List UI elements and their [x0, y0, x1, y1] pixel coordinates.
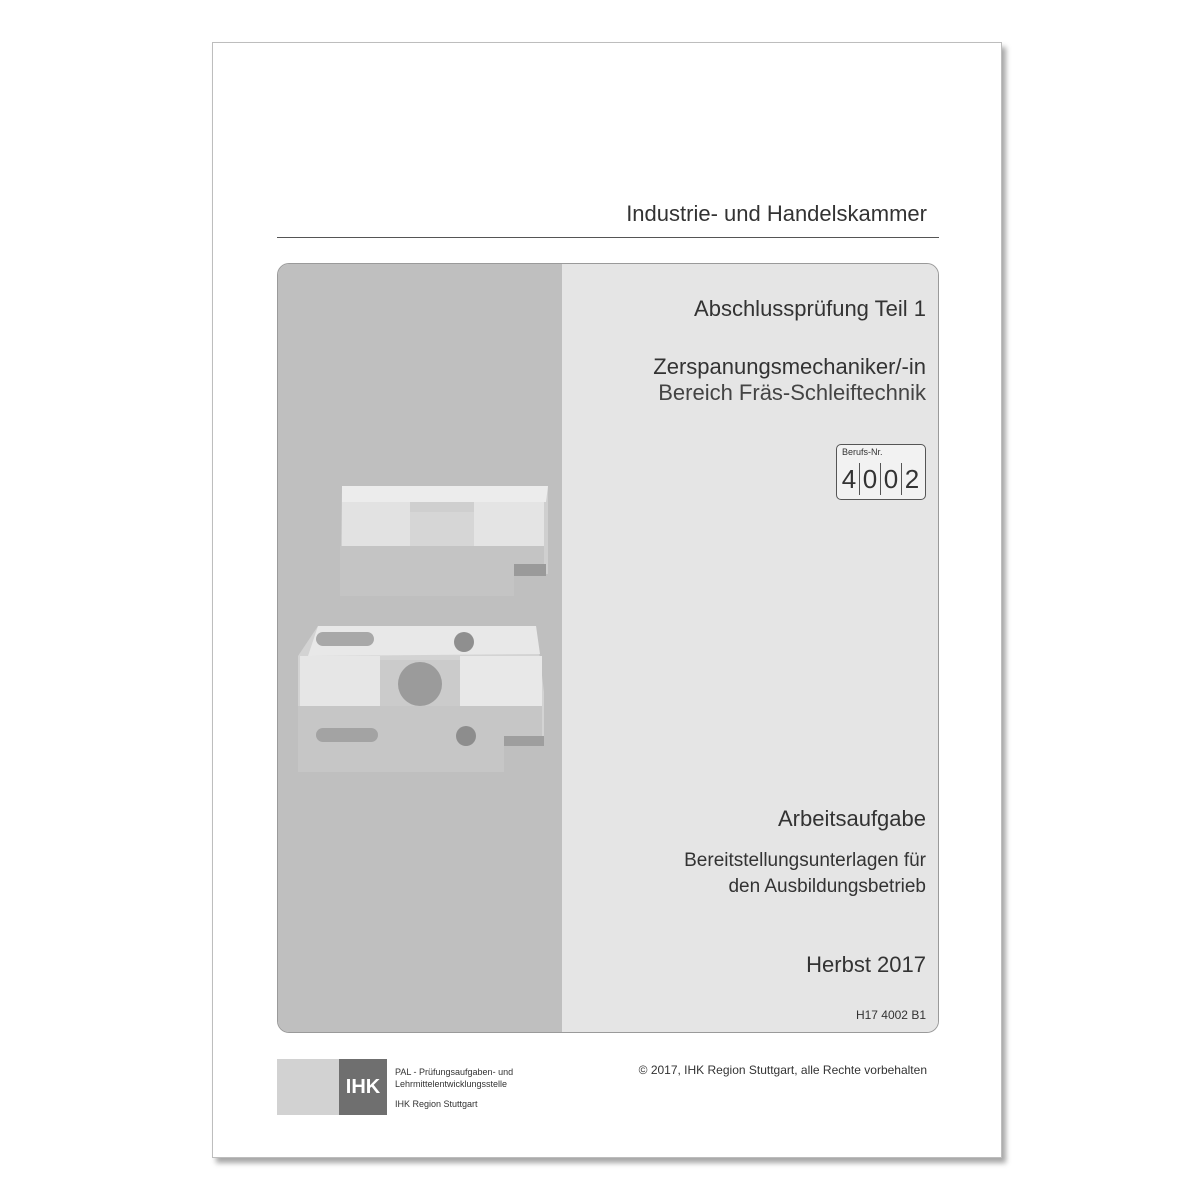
- region-name: IHK Region Stuttgart: [395, 1099, 478, 1109]
- copyright-notice: © 2017, IHK Region Stuttgart, alle Rechte vorbehalten: [638, 1063, 927, 1077]
- chamber-name: Industrie- und Handelskammer: [626, 201, 927, 226]
- occupation-number-digits: [839, 463, 922, 495]
- exam-season: Herbst 2017: [806, 952, 926, 977]
- workpiece-top: [340, 486, 548, 596]
- cover-panel: [277, 263, 939, 1033]
- occupation-digit: 0: [860, 463, 881, 495]
- occupation-digit: 4: [839, 463, 860, 495]
- pal-line: PAL - Prüfungsaufgaben- und: [395, 1067, 514, 1077]
- document-code: H17 4002 B1: [855, 1008, 926, 1022]
- job-title: Zerspanungsmechaniker/-in: [653, 354, 926, 379]
- exam-title: Abschlussprüfung Teil 1: [694, 296, 926, 321]
- area-subtitle: Bereich Fräs-Schleiftechnik: [658, 380, 926, 405]
- occupation-number-box: [836, 444, 926, 500]
- header-rule: [277, 237, 939, 238]
- occupation-digit: 2: [904, 464, 920, 494]
- logo-text: IHK: [345, 1076, 381, 1098]
- supply-line: Bereitstellungsunterlagen für: [684, 850, 926, 871]
- supply-line: den Ausbildungsbetrieb: [728, 876, 926, 897]
- photo-area: [278, 264, 562, 1032]
- logo-dark-square: [339, 1059, 387, 1115]
- task-title: Arbeitsaufgabe: [778, 806, 926, 831]
- ihk-logo: [277, 1059, 527, 1117]
- document-cover: [212, 42, 1002, 1158]
- workpiece-bottom: [298, 626, 544, 772]
- occupation-digit: 0: [881, 463, 902, 495]
- pal-line: Lehrmittelentwicklungsstelle: [395, 1079, 508, 1089]
- workpiece-photo: [278, 264, 562, 1032]
- pal-name: [395, 1066, 513, 1090]
- logo-grey-bar: [277, 1059, 339, 1115]
- supply-description: [684, 848, 926, 900]
- occupation-number-label: Berufs-Nr.: [842, 447, 883, 457]
- title-area: [562, 264, 938, 1032]
